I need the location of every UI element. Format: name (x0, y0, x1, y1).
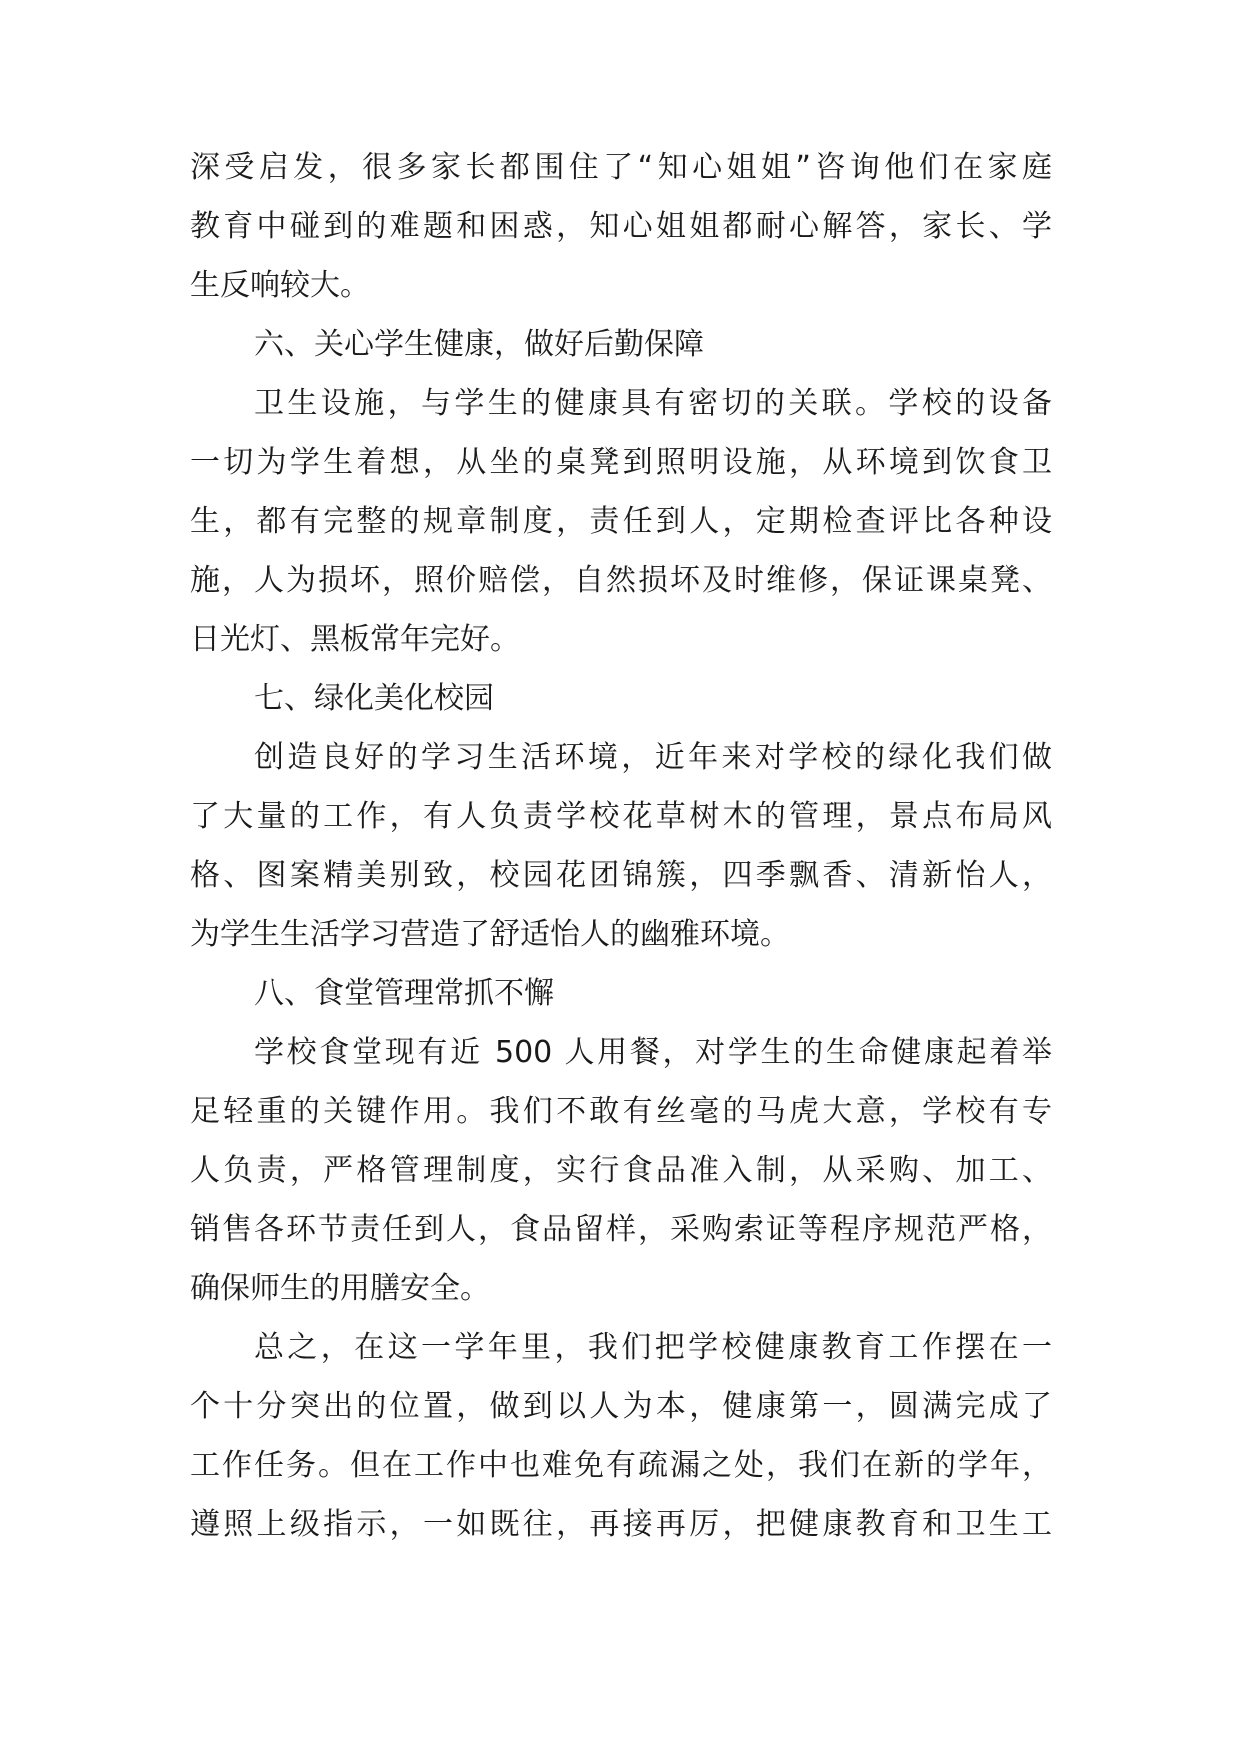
section-heading: 七、绿化美化校园 (254, 681, 494, 716)
body-text-line: 个十分突出的位置，做到以人为本，健康第一，圆满完成了 (190, 1389, 1052, 1424)
body-text-line: 工作任务。但在工作中也难免有疏漏之处，我们在新的学年， (190, 1448, 1052, 1483)
body-text-line: 卫生设施，与学生的健康具有密切的关联。学校的设备 (254, 386, 1052, 421)
body-text-line: 人负责，严格管理制度，实行食品准入制，从采购、加工、 (190, 1153, 1052, 1188)
body-text-line: 为学生生活学习营造了舒适怡人的幽雅环境。 (190, 917, 790, 952)
body-text-line: 学校食堂现有近 500 人用餐，对学生的生命健康起着举 (254, 1035, 1052, 1070)
body-text-line: 创造良好的学习生活环境，近年来对学校的绿化我们做 (254, 740, 1052, 775)
body-text-line: 遵照上级指示，一如既往，再接再厉，把健康教育和卫生工 (190, 1507, 1052, 1542)
body-text-line: 日光灯、黑板常年完好。 (190, 622, 520, 657)
body-text-line: 生反响较大。 (190, 268, 370, 303)
body-text-line: 足轻重的关键作用。我们不敢有丝毫的马虎大意，学校有专 (190, 1094, 1052, 1129)
body-text-line: 确保师生的用膳安全。 (190, 1271, 490, 1306)
body-text-line: 一切为学生着想，从坐的桌凳到照明设施，从环境到饮食卫 (190, 445, 1052, 480)
body-text-line: 总之，在这一学年里，我们把学校健康教育工作摆在一 (254, 1330, 1052, 1365)
body-text-line: 销售各环节责任到人，食品留样，采购索证等程序规范严格， (190, 1212, 1052, 1247)
section-heading: 八、食堂管理常抓不懈 (254, 976, 554, 1011)
body-text-line: 施，人为损坏，照价赔偿，自然损坏及时维修，保证课桌凳、 (190, 563, 1052, 598)
body-text-line: 了大量的工作，有人负责学校花草树木的管理，景点布局风 (190, 799, 1052, 834)
section-heading: 六、关心学生健康，做好后勤保障 (254, 327, 704, 362)
body-text-line: 生，都有完整的规章制度，责任到人，定期检查评比各种设 (190, 504, 1052, 539)
body-text-line: 深受启发，很多家长都围住了“知心姐姐”咨询他们在家庭 (190, 150, 1052, 185)
body-text-line: 格、图案精美别致，校园花团锦簇，四季飘香、清新怡人， (190, 858, 1052, 893)
body-text-line: 教育中碰到的难题和困惑，知心姐姐都耐心解答，家长、学 (190, 209, 1052, 244)
